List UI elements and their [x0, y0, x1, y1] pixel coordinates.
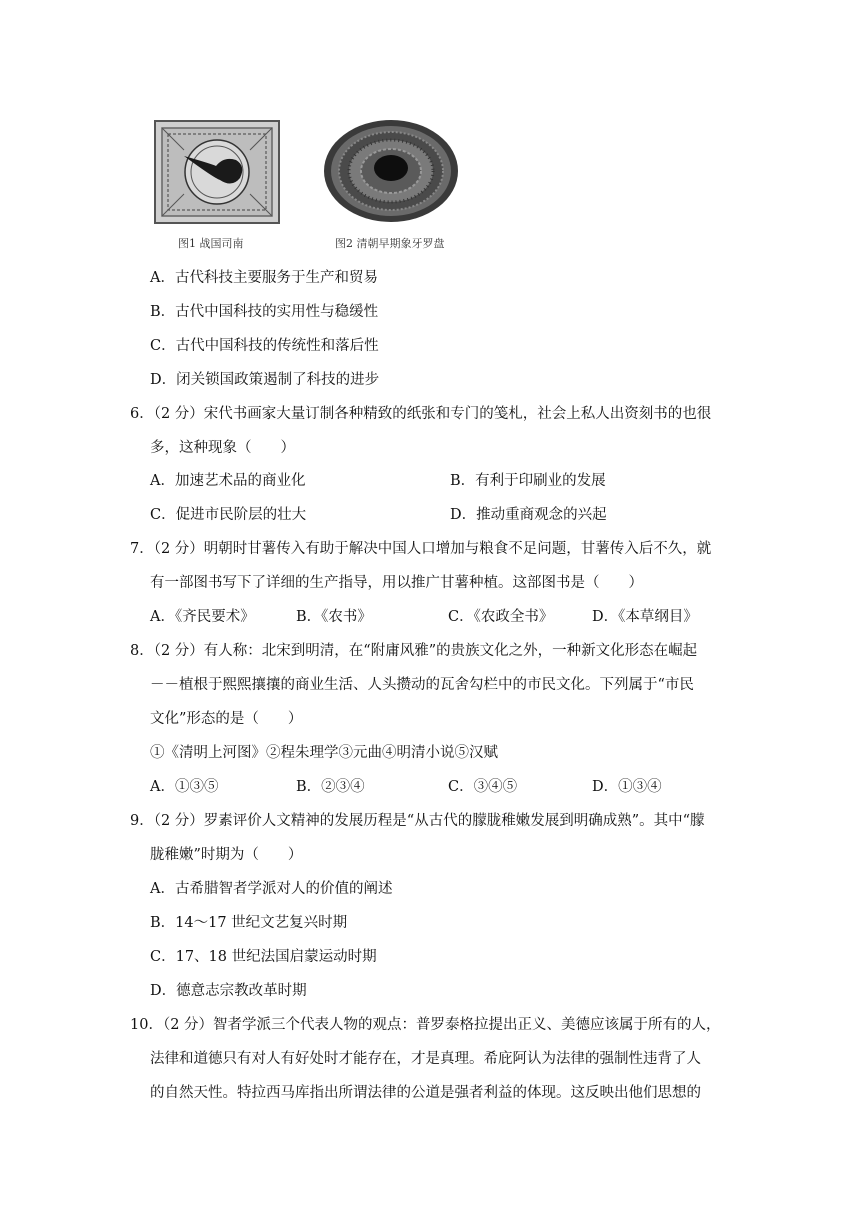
q5-option-a: A．古代科技主要服务于生产和贸易 — [150, 270, 378, 286]
q6-option-b: B．有利于印刷业的发展 — [450, 473, 606, 489]
q9-option-c: C．17、18 世纪法国启蒙运动时期 — [150, 949, 377, 965]
q6-option-c: C．促进市民阶层的壮大 — [150, 507, 307, 523]
q6-option-d: D．推动重商观念的兴起 — [450, 507, 607, 523]
warring-states-sinan-image — [154, 120, 280, 224]
q10-stem-line1: 10．（2 分）智者学派三个代表人物的观点：普罗泰格拉提出正义、美德应该属于所有的人， — [130, 1017, 721, 1033]
figure-group — [150, 118, 490, 258]
q8-items: ①《清明上河图》②程朱理学③元曲④明清小说⑤汉赋 — [150, 745, 498, 761]
q7-stem-line1: 7．（2 分）明朝时甘薯传入有助于解决中国人口增加与粮食不足问题，甘薯传入后不久，就 — [130, 541, 712, 557]
q8-stem-line1: 8．（2 分）有人称：北宋到明清，在“附庸风雅”的贵族文化之外，一种新文化形态在崛起 — [130, 643, 698, 659]
q5-option-b: B．古代中国科技的实用性与稳缓性 — [150, 304, 379, 320]
q10-stem-line2: 法律和道德只有对人有好处时才能存在，才是真理。希庇阿认为法律的强制性违背了人 — [150, 1051, 701, 1067]
q6-stem-line2: 多，这种现象（ ） — [150, 440, 295, 456]
q5-option-c: C．古代中国科技的传统性和落后性 — [150, 338, 379, 354]
q8-stem-line3: 文化”形态的是（ ） — [150, 711, 303, 727]
q9-option-b: B．14～17 世纪文艺复兴时期 — [150, 915, 348, 931]
q6-stem-line1: 6．（2 分）宋代书画家大量订制各种精致的纸张和专门的笺札，社会上私人出资刻书的也很 — [130, 406, 712, 422]
q7-option-b: B．《农书》 — [296, 609, 372, 625]
q10-stem-line3: 的自然天性。特拉西马库指出所谓法律的公道是强者利益的体现。这反映出他们思想的 — [150, 1085, 701, 1101]
q8-option-d: D．①③④ — [592, 779, 662, 795]
q9-stem-line1: 9．（2 分）罗素评价人文精神的发展历程是“从古代的朦胧稚嫩发展到明确成熟”。其中“朦 — [130, 813, 705, 829]
q8-stem-line2: －－植根于熙熙攘攘的商业生活、人头攒动的瓦舍勾栏中的市民文化。下列属于“市民 — [150, 677, 694, 693]
q9-option-a: A．古希腊智者学派对人的价值的阐述 — [150, 881, 393, 897]
q9-option-d: D．德意志宗教改革时期 — [150, 983, 307, 999]
figure1-caption: 图1 战国司南 — [178, 237, 244, 250]
q9-stem-line2: 胧稚嫩”时期为（ ） — [150, 847, 303, 863]
q8-option-a: A．①③⑤ — [150, 779, 219, 795]
q7-stem-line2: 有一部图书写下了详细的生产指导，用以推广甘薯种植。这部图书是（ ） — [150, 575, 643, 591]
q8-option-b: B．②③④ — [296, 779, 365, 795]
q7-option-a: A．《齐民要术》 — [150, 609, 255, 625]
figure2-caption: 图2 清朝早期象牙罗盘 — [335, 237, 445, 250]
q7-option-c: C．《农政全书》 — [448, 609, 554, 625]
q7-option-d: D．《本草纲目》 — [592, 609, 698, 625]
qing-ivory-compass-image — [322, 118, 460, 224]
q5-option-d: D．闭关锁国政策遏制了科技的进步 — [150, 372, 380, 388]
q6-option-a: A．加速艺术品的商业化 — [150, 473, 306, 489]
q8-option-c: C．③④⑤ — [448, 779, 518, 795]
